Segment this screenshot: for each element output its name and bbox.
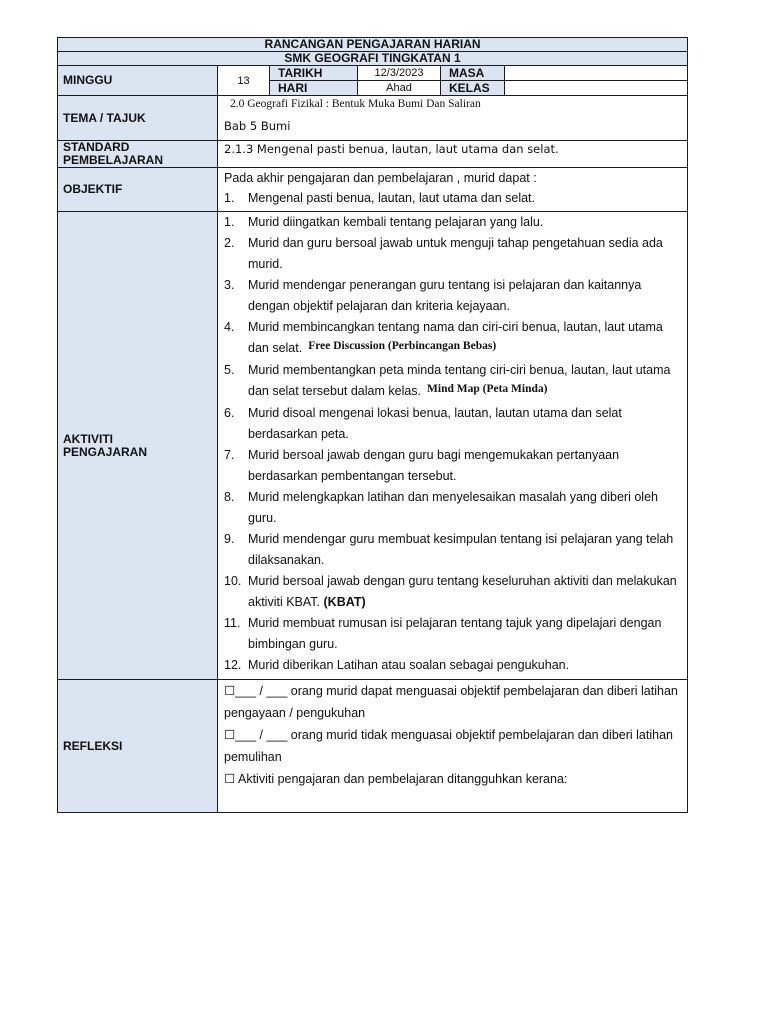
objektif-list bbox=[224, 188, 681, 208]
aktiviti-item-text: Murid membuat rumusan isi pelajaran tentang tajuk yang dipelajari dengan bimbingan guru. bbox=[248, 616, 662, 651]
standard-label-line-1: STANDARD bbox=[63, 140, 130, 154]
kelas-value bbox=[505, 81, 688, 96]
aktiviti-item-number: 12. bbox=[224, 658, 242, 672]
aktiviti-label-line-1: AKTIVITI bbox=[63, 431, 113, 446]
aktiviti-label bbox=[58, 212, 218, 680]
masa-value bbox=[505, 66, 688, 81]
header-subtitle: SMK GEOGRAFI TINGKATAN 1 bbox=[58, 52, 688, 66]
objektif-item-number: 1. bbox=[224, 191, 235, 205]
objektif-value bbox=[218, 168, 688, 212]
aktiviti-item bbox=[224, 613, 681, 655]
tema-label: TEMA / TAJUK bbox=[58, 96, 218, 141]
aktiviti-item-text: Murid melengkapkan latihan dan menyelesaikan masalah yang diberi oleh guru. bbox=[248, 490, 658, 525]
aktiviti-item bbox=[224, 529, 681, 571]
aktiviti-value bbox=[218, 212, 688, 680]
aktiviti-item-text: Murid bersoal jawab dengan guru bagi mengemukakan pertanyaan berdasarkan pembentangan tersebut. bbox=[248, 448, 620, 483]
objektif-item bbox=[224, 188, 681, 208]
aktiviti-item-text: Murid mendengar guru membuat kesimpulan tentang isi pelajaran yang telah dilaksanakan. bbox=[248, 532, 674, 567]
refleksi-line-2: ☐___ / ___ orang murid tidak menguasai objektif pembelajaran dan diberi latihan pemulihan bbox=[224, 728, 673, 764]
aktiviti-item-number: 8. bbox=[224, 490, 235, 504]
aktiviti-item-number: 1. bbox=[224, 215, 235, 229]
aktiviti-item-text: Murid bersoal jawab dengan guru tentang keseluruhan aktiviti dan melakukan aktiviti KBAT. bbox=[248, 574, 677, 609]
aktiviti-item-text: Murid diberikan Latihan atau soalan sebagai pengukuhan. bbox=[248, 658, 570, 672]
aktiviti-item bbox=[224, 317, 681, 360]
aktiviti-item-number: 4. bbox=[224, 320, 235, 334]
aktiviti-item-text: Murid diingatkan kembali tentang pelajaran yang lalu. bbox=[248, 215, 544, 229]
aktiviti-item-number: 3. bbox=[224, 278, 235, 292]
aktiviti-item bbox=[224, 445, 681, 487]
aktiviti-item-text: Murid membentangkan peta minda tentang ciri-ciri benua, lautan, laut utama dan selat tersebut dalam kelas. bbox=[248, 363, 671, 398]
tarikh-label: TARIKH bbox=[270, 66, 358, 81]
header-title: RANCANGAN PENGAJARAN HARIAN bbox=[58, 38, 688, 52]
minggu-value: 13 bbox=[218, 66, 270, 96]
aktiviti-item-number: 9. bbox=[224, 532, 235, 546]
refleksi-line-1: ☐___ / ___ orang murid dapat menguasai objektif pembelajaran dan diberi latihan pengayaan / pengukuhan bbox=[224, 684, 678, 720]
refleksi-value bbox=[218, 680, 688, 813]
tema-line-1: 2.0 Geografi Fizikal : Bentuk Muka Bumi Dan Saliran bbox=[230, 98, 481, 110]
aktiviti-item-text: Murid dan guru bersoal jawab untuk menguji tahap pengetahuan sedia ada murid. bbox=[248, 236, 663, 271]
standard-label bbox=[58, 141, 218, 168]
aktiviti-item-number: 11. bbox=[224, 616, 241, 630]
aktiviti-item-method-note: Free Discussion (Perbincangan Bebas) bbox=[308, 340, 497, 352]
aktiviti-item-number: 2. bbox=[224, 236, 235, 250]
hari-value: Ahad bbox=[358, 81, 441, 96]
minggu-label: MINGGU bbox=[58, 66, 218, 96]
aktiviti-label-line-2: PENGAJARAN bbox=[63, 444, 148, 459]
objektif-item-text: Mengenal pasti benua, lautan, laut utama dan selat. bbox=[248, 191, 536, 205]
aktiviti-item-number: 10. bbox=[224, 574, 242, 588]
refleksi-line-3: ☐ Aktiviti pengajaran dan pembelajaran ditangguhkan kerana: bbox=[224, 772, 568, 786]
aktiviti-item bbox=[224, 233, 681, 275]
lesson-plan-sheet bbox=[57, 37, 687, 813]
hari-label: HARI bbox=[270, 81, 358, 96]
objektif-label: OBJEKTIF bbox=[58, 168, 218, 212]
aktiviti-item-text: Murid membincangkan tentang nama dan ciri-ciri benua, lautan, laut utama dan selat. bbox=[248, 320, 663, 355]
aktiviti-item-text: Murid disoal mengenai lokasi benua, lautan, lautan utama dan selat berdasarkan peta. bbox=[248, 406, 622, 441]
aktiviti-item-method-note: Mind Map (Peta Minda) bbox=[427, 383, 548, 395]
aktiviti-item bbox=[224, 403, 681, 445]
aktiviti-item bbox=[224, 487, 681, 529]
lesson-plan-table bbox=[57, 37, 688, 813]
aktiviti-item bbox=[224, 571, 681, 613]
kelas-label: KELAS bbox=[441, 81, 505, 96]
aktiviti-item-kbat-tag: (KBAT) bbox=[323, 595, 366, 609]
standard-label-line-2: PEMBELAJARAN bbox=[63, 153, 164, 167]
standard-value: 2.1.3 Mengenal pasti benua, lautan, laut utama dan selat. bbox=[218, 141, 688, 168]
aktiviti-item bbox=[224, 655, 681, 676]
tema-value bbox=[218, 96, 688, 141]
aktiviti-item-number: 6. bbox=[224, 406, 235, 420]
masa-label: MASA bbox=[441, 66, 505, 81]
aktiviti-item bbox=[224, 212, 681, 233]
aktiviti-item-number: 7. bbox=[224, 448, 235, 462]
tarikh-value: 12/3/2023 bbox=[358, 66, 441, 81]
tema-line-2: Bab 5 Bumi bbox=[224, 119, 291, 133]
aktiviti-item bbox=[224, 275, 681, 317]
aktiviti-item bbox=[224, 360, 681, 403]
aktiviti-item-text: Murid mendengar penerangan guru tentang isi pelajaran dan kaitannya dengan objektif pelajaran dan kriteria kejayaan. bbox=[248, 278, 642, 313]
aktiviti-item-number: 5. bbox=[224, 363, 235, 377]
refleksi-label: REFLEKSI bbox=[58, 680, 218, 813]
objektif-intro: Pada akhir pengajaran dan pembelajaran , murid dapat : bbox=[224, 171, 537, 185]
aktiviti-list bbox=[224, 212, 681, 676]
